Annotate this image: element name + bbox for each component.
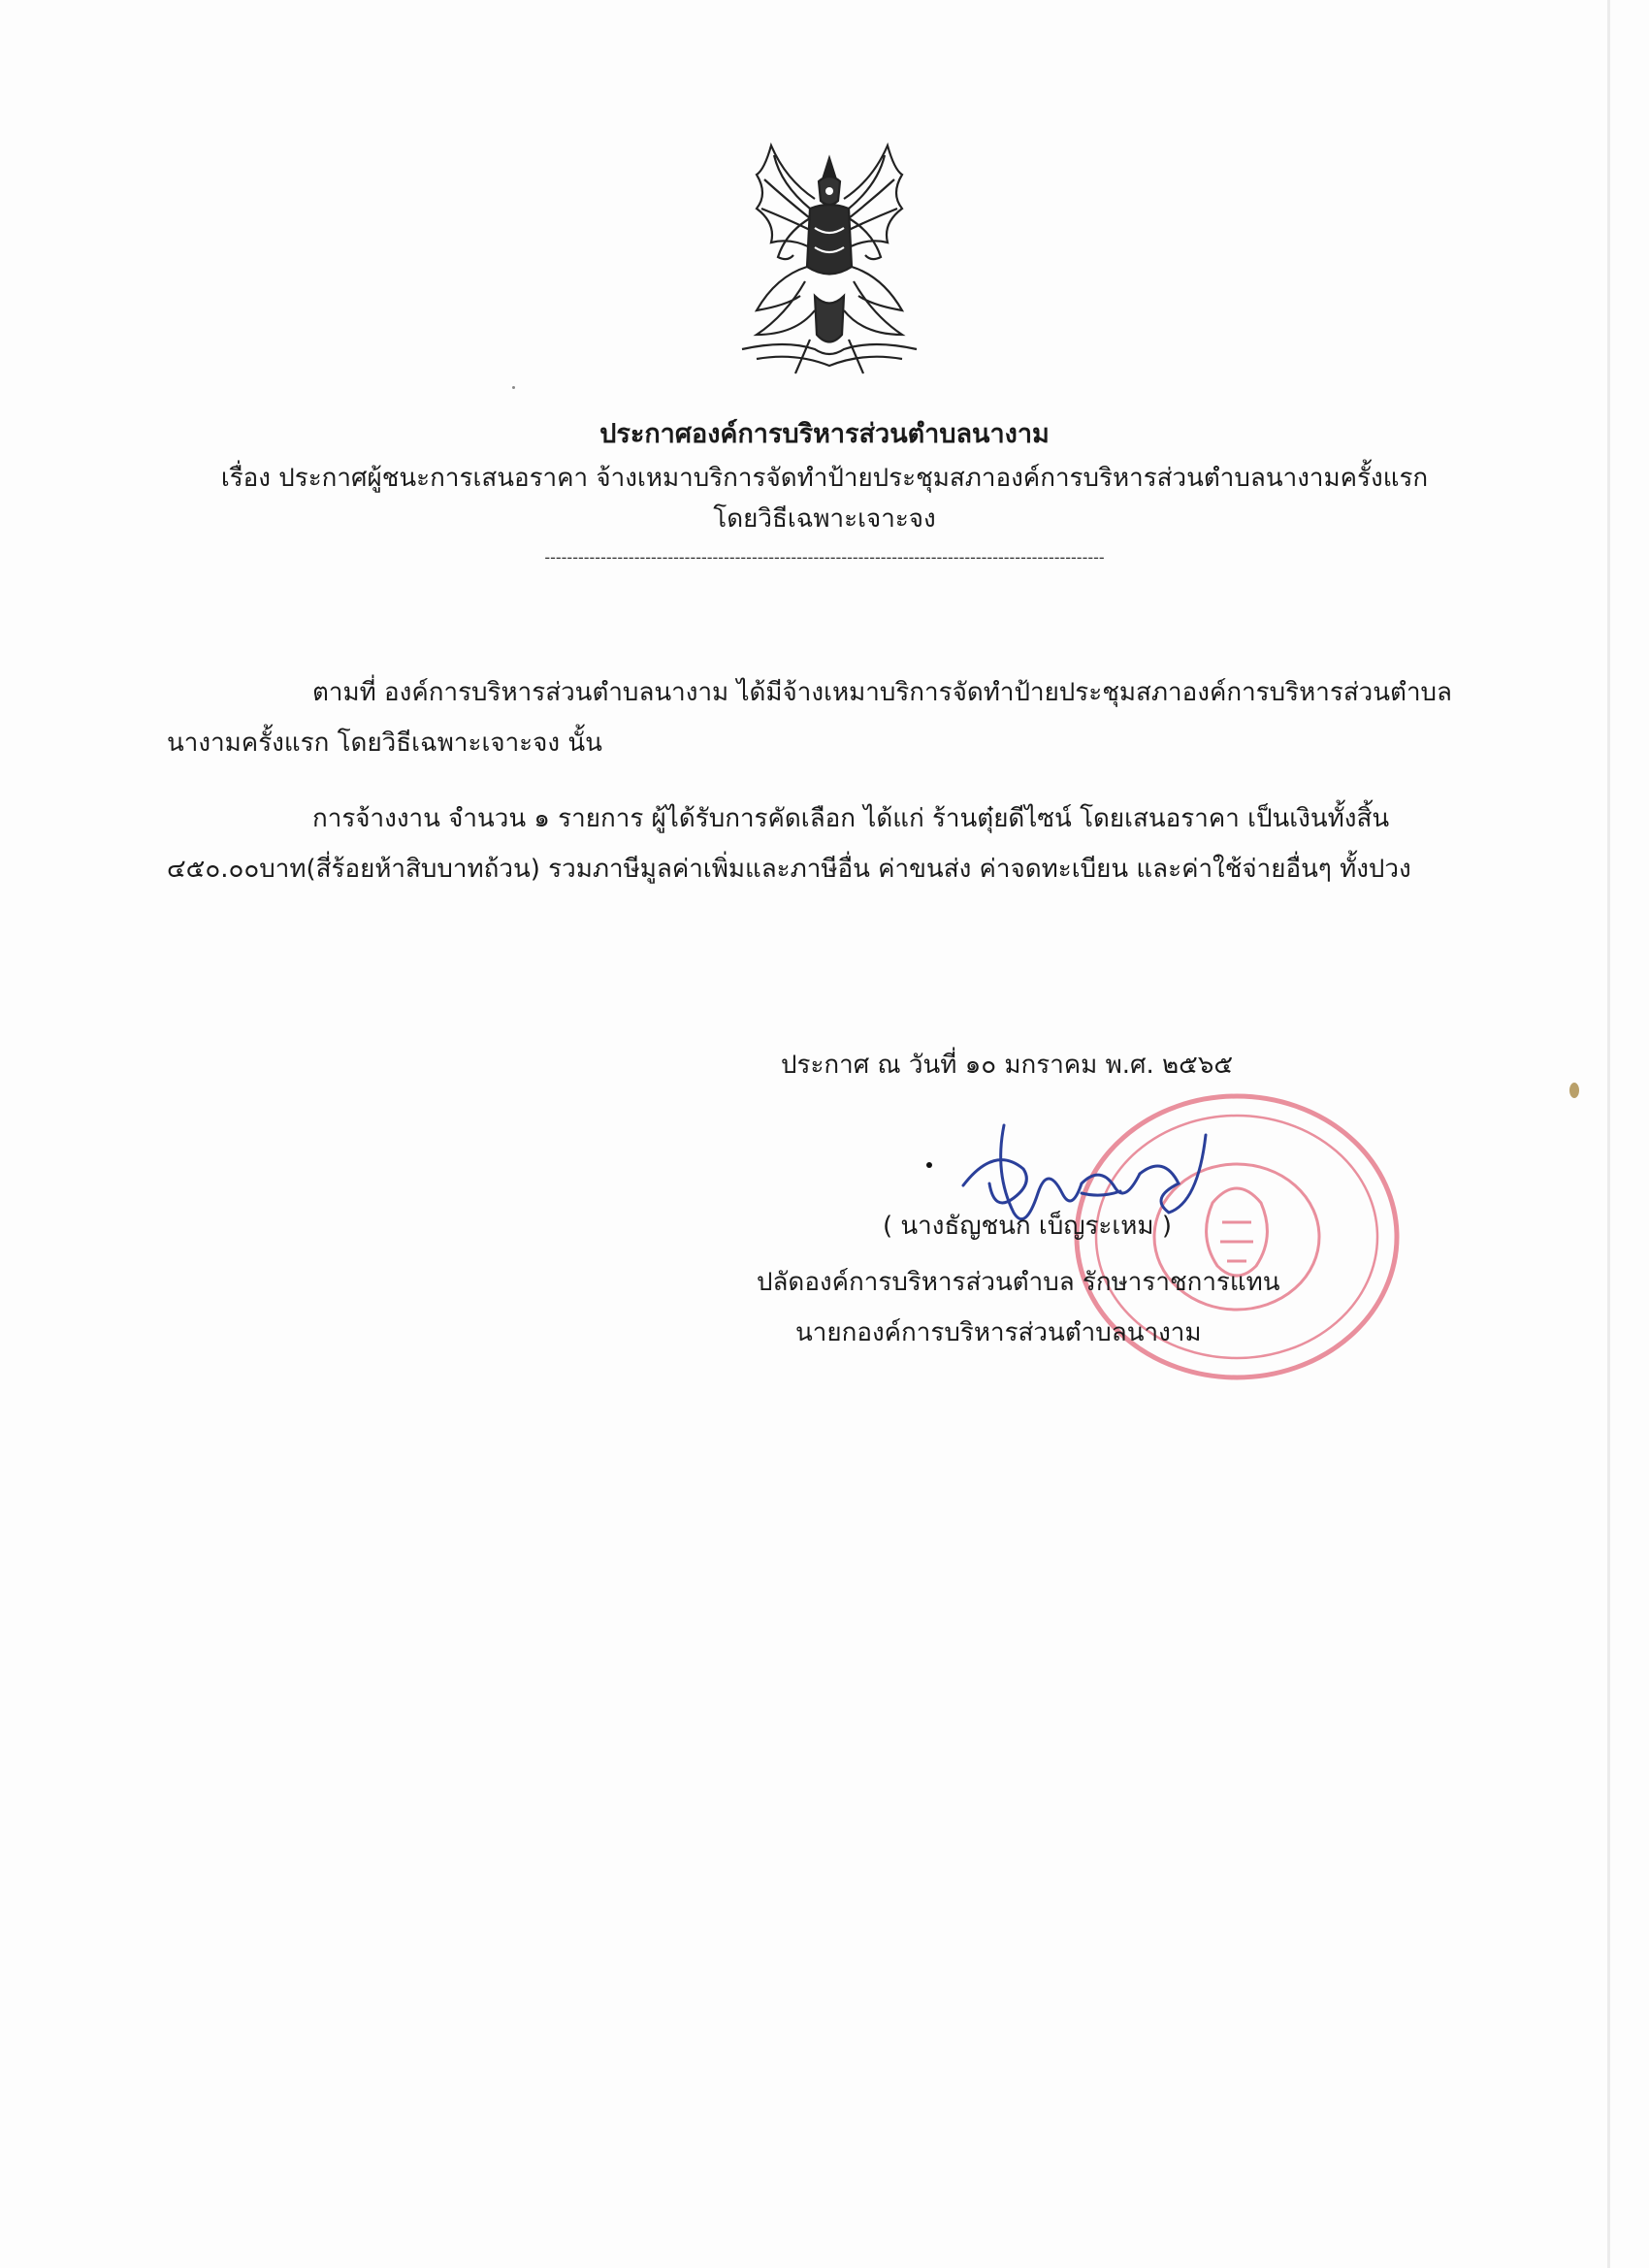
paper-speck xyxy=(512,386,515,389)
announcement-header xyxy=(0,415,1649,567)
announcement-date: ประกาศ ณ วันที่ ๑๐ มกราคม พ.ศ. ๒๕๖๕ xyxy=(781,1051,1234,1080)
body-paragraph-2 xyxy=(167,794,1467,894)
announcement-title: ประกาศองค์การบริหารส่วนตำบลนางาม xyxy=(599,419,1050,449)
page-edge xyxy=(1607,0,1610,2268)
signatory-name: ( นางธัญชนก เบ็ญระเหม ) xyxy=(883,1212,1172,1241)
procurement-method: โดยวิธีเฉพาะเจาะจง xyxy=(713,504,936,534)
header-divider: ---------------------------------------------------------------------------------------------------- xyxy=(544,549,1105,567)
announcement-subject: เรื่อง ประกาศผู้ชนะการเสนอราคา จ้างเหมาบริการจัดทำป้ายประชุมสภาองค์การบริหารส่วนตำบลนางามครั้งแรก xyxy=(220,464,1429,493)
garuda-emblem-icon xyxy=(718,141,941,378)
body-paragraph-1 xyxy=(167,667,1467,768)
signatory-position: ปลัดองค์การบริหารส่วนตำบล รักษาราชการแทน xyxy=(757,1268,1280,1297)
paper-speck xyxy=(1569,1083,1579,1098)
signatory-position-acting: นายกองค์การบริหารส่วนตำบลนางาม xyxy=(795,1318,1202,1347)
paragraph-1-text: ตามที่ องค์การบริหารส่วนตำบลนางาม ได้มีจ้างเหมาบริการจัดทำป้ายประชุมสภาองค์การบริหารส่วนตำบลนางามครั้งแรก โดยวิธีเฉพาะเจาะจง นั้น xyxy=(167,678,1452,758)
ink-dot xyxy=(926,1162,932,1168)
paragraph-2-text: การจ้างงาน จำนวน ๑ รายการ ผู้ได้รับการคัดเลือก ได้แก่ ร้านตุ๋ยดีไซน์ โดยเสนอราคา เป็นเงินทั้งสิ้น ๔๕๐.๐๐บาท(สี่ร้อยห้าสิบบาทถ้วน) รวมภาษีมูลค่าเพิ่มและภาษีอื่น ค่าขนส่ง ค่าจดทะเบียน และค่าใช้จ่ายอื่นๆ ทั้งปวง xyxy=(167,804,1411,884)
